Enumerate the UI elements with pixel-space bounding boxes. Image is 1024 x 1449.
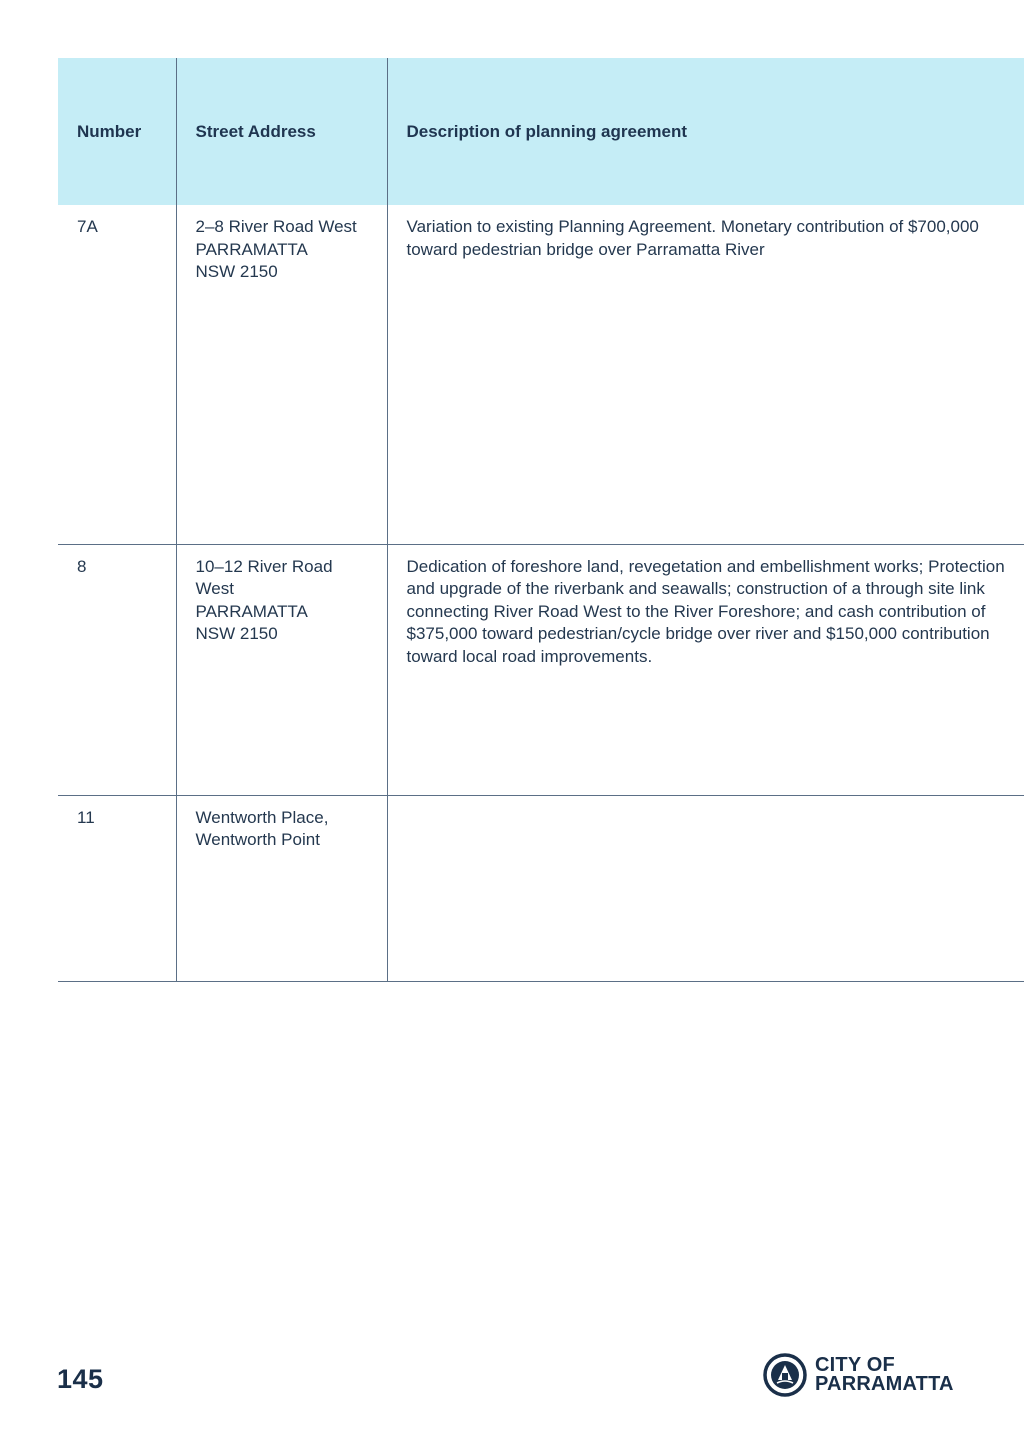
header-number: Number [77,121,142,141]
planning-agreements-table-container [58,58,1024,982]
address-line: PARRAMATTA [195,601,308,621]
cell-number: 11 [58,795,176,981]
address-line: 2–8 River Road West [195,217,357,236]
address-line: NSW 2150 [195,624,278,643]
cell-street-address [176,205,387,544]
cell-number: 7A [58,205,176,544]
table-row [58,795,1024,981]
page-number: 145 [57,1364,104,1394]
header-description: Description of planning agreement [387,58,1024,205]
cell-street-address [176,795,387,981]
planning-agreements-table [58,58,1024,982]
table-row [58,544,1024,795]
cell-description: Variation to existing Planning Agreement. Monetary contribution of $700,000 toward pedestrian bridge over Parramatta River [387,205,1024,544]
address-line: PARRAMATTA [195,239,308,259]
address-line: 10–12 River Road West [195,556,333,598]
header-row [58,58,1024,205]
address-line: Wentworth Point [195,830,320,849]
logo-wordmark [815,1356,954,1394]
address-line: NSW 2150 [195,262,278,281]
table-header [58,58,1024,205]
cell-description [387,795,1024,981]
logo-line-1: CITY OF [815,1354,895,1376]
city-of-parramatta-logo [763,1351,954,1399]
city-crest-icon [763,1353,807,1397]
cell-street-address [176,544,387,795]
header-street-address: Street Address [176,58,387,205]
address-line: Wentworth Place, [195,807,329,827]
table-body [58,205,1024,981]
cell-description: Dedication of foreshore land, revegetation and embellishment works; Protection and upgrade of the riverbank and seawalls; construction of a through site link connecting River Road West to the River Foreshore; and cash contribution of $375,000 toward pedestrian/cycle bridge over river and $150,000 contribution toward local road improvements. [387,544,1024,795]
table-row [58,205,1024,544]
cell-number: 8 [58,544,176,795]
logo-line-2: PARRAMATTA [815,1373,954,1395]
